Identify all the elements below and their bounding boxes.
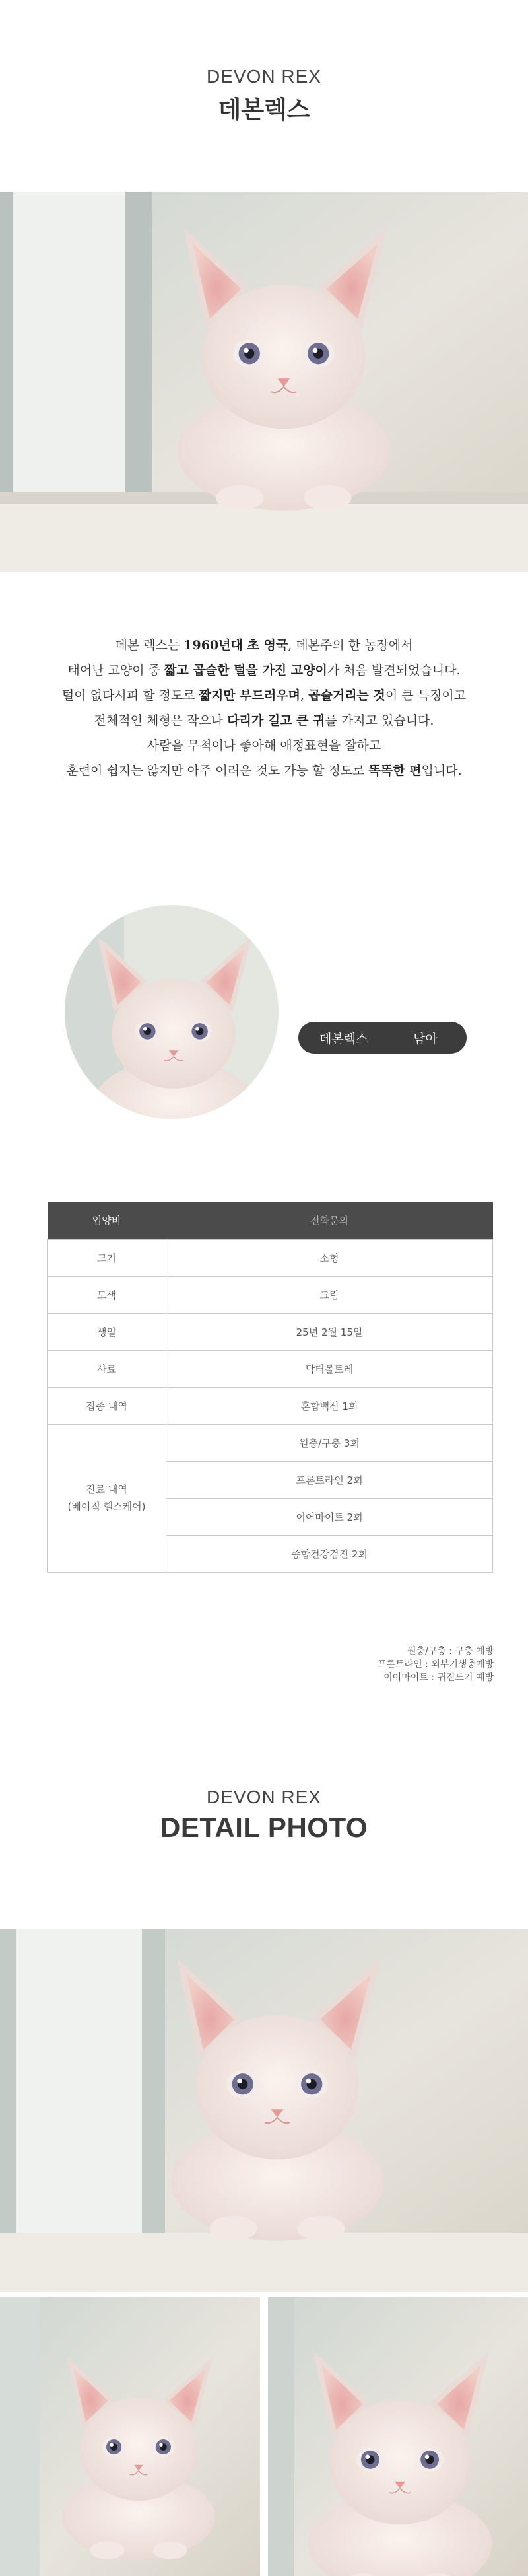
detail-title: DETAIL PHOTO bbox=[160, 1812, 368, 1843]
table-row bbox=[48, 1313, 493, 1350]
footnote: 프론트라인 : 외부기생충예방 bbox=[378, 1659, 494, 1670]
detail-header bbox=[0, 1787, 528, 1843]
info-table bbox=[47, 1202, 493, 1573]
table-row bbox=[48, 1239, 493, 1276]
table-row bbox=[48, 1276, 493, 1313]
care-item: 종합건강검진 2회 bbox=[166, 1535, 493, 1572]
row-label: 사료 bbox=[48, 1350, 166, 1387]
row-value: 크림 bbox=[166, 1276, 493, 1313]
care-item: 프론트라인 2회 bbox=[166, 1461, 493, 1498]
detail-photo-main bbox=[0, 1929, 528, 2292]
header-eyebrow: DEVON REX bbox=[207, 66, 321, 87]
care-item: 원충/구충 3회 bbox=[166, 1424, 493, 1461]
row-label: 모색 bbox=[48, 1276, 166, 1313]
intro-line: 전체적인 체형은 작으나 다리가 길고 큰 귀를 가지고 있습니다. bbox=[94, 713, 434, 728]
header-adoption-fee: 입양비 bbox=[48, 1202, 166, 1239]
table-header-row bbox=[48, 1202, 493, 1239]
row-value: 혼합백신 1회 bbox=[166, 1387, 493, 1424]
row-value: 25년 2월 15일 bbox=[166, 1313, 493, 1350]
page-title: 데본렉스 bbox=[218, 96, 310, 124]
row-label: 접종 내역 bbox=[48, 1387, 166, 1424]
row-value: 닥터볼트레 bbox=[166, 1350, 493, 1387]
footnotes bbox=[378, 1645, 494, 1684]
detail-photo-right bbox=[268, 2297, 528, 2576]
header bbox=[0, 66, 528, 125]
detail-eyebrow: DEVON REX bbox=[207, 1787, 321, 1807]
intro-line: 태어난 고양이 중 짧고 곱슬한 털을 가진 고양이가 처음 발견되었습니다. bbox=[67, 663, 461, 678]
profile-gender: 남아 bbox=[413, 1031, 438, 1046]
intro-text bbox=[0, 633, 528, 783]
footnote: 원충/구충 : 구충 예방 bbox=[407, 1646, 494, 1657]
table-row bbox=[48, 1350, 493, 1387]
detail-photo-left bbox=[0, 2297, 260, 2576]
table-row bbox=[48, 1424, 493, 1461]
footnote: 이어마이트 : 귀진드기 예방 bbox=[383, 1672, 494, 1683]
row-label: 생일 bbox=[48, 1313, 166, 1350]
row-value: 소형 bbox=[166, 1239, 493, 1276]
care-item: 이어마이트 2회 bbox=[166, 1498, 493, 1535]
care-label: 진료 내역 (베이직 헬스케어) bbox=[48, 1424, 166, 1572]
profile-pill bbox=[298, 1022, 467, 1054]
intro-line: 데본 렉스는 1960년대 초 영국, 데본주의 한 농장에서 bbox=[115, 638, 413, 653]
table-row bbox=[48, 1387, 493, 1424]
header-phone-inquiry: 전화문의 bbox=[166, 1202, 493, 1239]
intro-line: 훈련이 쉽지는 않지만 아주 어려운 것도 가능 할 정도로 똑똑한 편입니다. bbox=[66, 764, 462, 778]
intro-line: 사람을 무척이나 좋아해 애정표현을 잘하고 bbox=[147, 738, 381, 753]
profile-name: 데본렉스 bbox=[319, 1031, 368, 1046]
profile-avatar bbox=[65, 905, 279, 1119]
row-label: 크기 bbox=[48, 1239, 166, 1276]
intro-line: 털이 없다시피 할 정도로 짧지만 부드러우며, 곱슬거리는 것이 큰 특징이고 bbox=[61, 688, 467, 703]
hero-photo bbox=[0, 192, 528, 572]
